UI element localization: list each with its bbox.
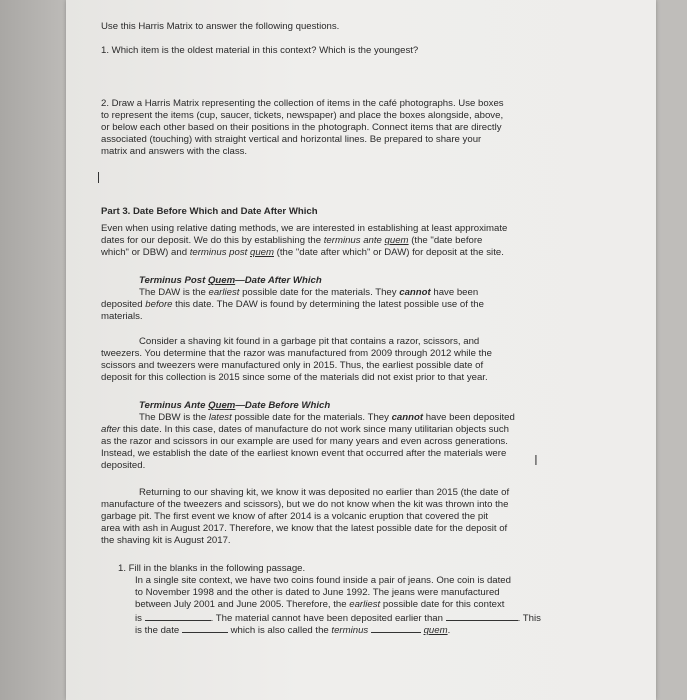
returning-line: manufacture of the tweezers and scissors), but we do not know when the kit was thrown into the <box>101 499 509 510</box>
tpq-line: The DAW is the earliest possible date for the materials. They cannot have been <box>139 287 479 298</box>
paragraph-line: which" or DBW) and terminus post quem (the "date after which" or DAW) for deposit at the site. <box>101 247 504 258</box>
tpq-heading: Terminus Post Quem—Date After Which <box>139 275 322 286</box>
taq-line: as the razor and scissors in our example are used for many years and even across generations. <box>101 436 508 447</box>
blank-field[interactable] <box>446 611 518 621</box>
paragraph-line: Even when using relative dating methods, we are interested in establishing at least approximate <box>101 223 508 234</box>
intro-text: Use this Harris Matrix to answer the following questions. <box>101 21 340 32</box>
question-2-line: 2. Draw a Harris Matrix representing the collection of items in the café photographs. Use boxes <box>101 98 504 109</box>
taq-line: deposited. <box>101 460 146 471</box>
tpq-line: materials. <box>101 311 143 322</box>
question-2-line: or below each other based on their positions in the photograph. Connect items that are directly <box>101 122 502 133</box>
taq-heading: Terminus Ante Quem—Date Before Which <box>139 400 331 411</box>
fill-line: is the date which is also called the terminus quem. <box>135 625 451 636</box>
part3-heading: Part 3. Date Before Which and Date After Which <box>101 206 318 217</box>
returning-line: garbage pit. The first event we know of after 2014 is a volcanic eruption that covered the pit <box>101 511 488 522</box>
fill-line: is . The material cannot have been deposited earlier than . This <box>135 613 541 624</box>
question-1: 1. Which item is the oldest material in this context? Which is the youngest? <box>101 45 419 56</box>
fill-line: between July 2001 and June 2005. Therefore, the earliest possible date for this context <box>135 599 505 610</box>
blank-field[interactable] <box>371 623 421 633</box>
shaving-line: deposit for this collection is 2015 since some of the materials did not exist prior to that year. <box>101 372 488 383</box>
taq-line: The DBW is the latest possible date for the materials. They cannot have been deposited <box>139 412 515 423</box>
fill-line: to November 1998 and the other is dated to June 1992. The jeans were manufactured <box>135 587 500 598</box>
shaving-line: Consider a shaving kit found in a garbage pit that contains a razor, scissors, and <box>139 336 480 347</box>
blank-field[interactable] <box>182 623 228 633</box>
returning-line: the shaving kit is August 2017. <box>101 535 231 546</box>
question-2-line: associated (touching) with straight vertical and horizontal lines. Be prepared to share your <box>101 134 482 145</box>
fill-line: In a single site context, we have two coins found inside a pair of jeans. One coin is dated <box>135 575 511 586</box>
tpq-line: deposited before this date. The DAW is found by determining the latest possible use of the <box>101 299 484 310</box>
returning-line: Returning to our shaving kit, we know it was deposited no earlier than 2015 (the date of <box>139 487 510 498</box>
shaving-line: scissors and tweezers were manufactured only in 2015. Thus, the earliest possible date of <box>101 360 484 371</box>
text-cursor <box>98 172 99 183</box>
blank-field[interactable] <box>145 611 211 621</box>
paragraph-line: dates for our deposit. We do this by establishing the terminus ante quem (the "date before <box>101 235 483 246</box>
background-shadow <box>0 0 66 700</box>
mouse-ibeam-icon: I <box>534 454 538 469</box>
taq-line: Instead, we establish the date of the earliest known event that occurred after the materials were <box>101 448 507 459</box>
question-2-line: to represent the items (cup, saucer, tickets, newspaper) and place the boxes alongside, above, <box>101 110 504 121</box>
shaving-line: tweezers. You determine that the razor was manufactured from 2009 through 2012 while the <box>101 348 492 359</box>
taq-line: after this date. In this case, dates of manufacture do not work since many utilitarian objects such <box>101 424 509 435</box>
fill-heading: 1. Fill in the blanks in the following passage. <box>118 563 306 574</box>
returning-line: area with ash in August 2017. Therefore, we know that the latest possible date for the deposit of <box>101 523 508 534</box>
question-2-line: matrix and answers with the class. <box>101 146 248 157</box>
